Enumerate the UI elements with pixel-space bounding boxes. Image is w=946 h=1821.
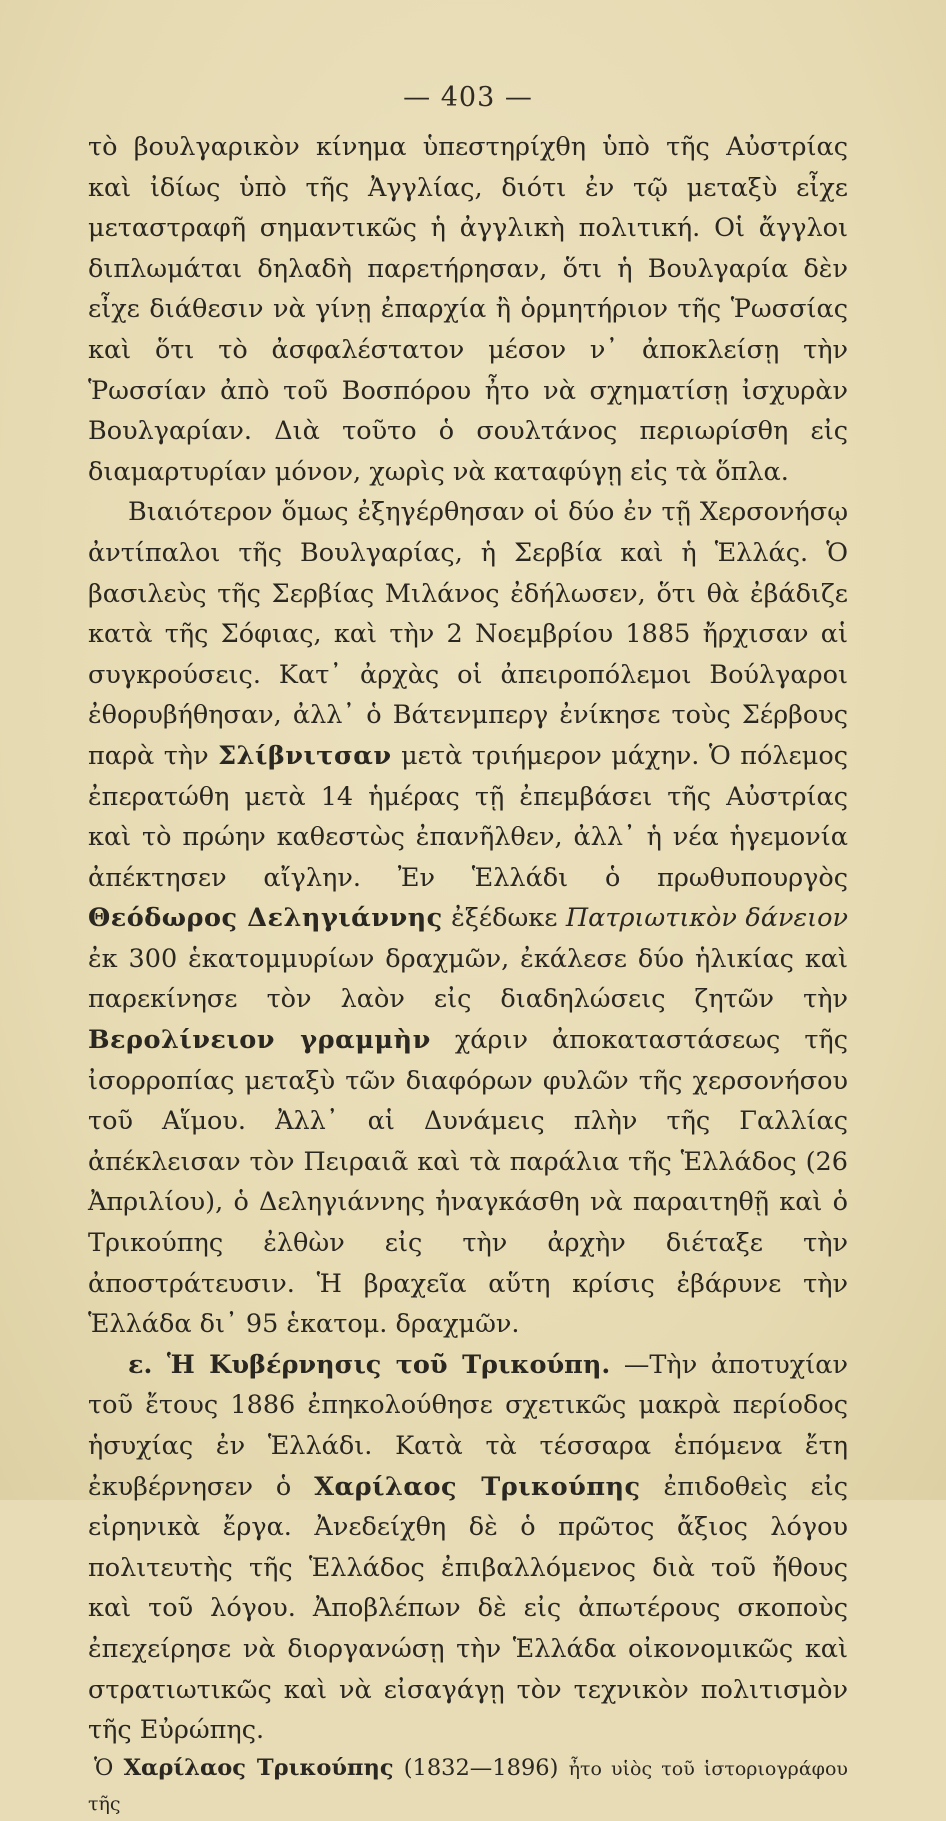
person-name-trikoupis: Χαρίλαος Τρικούπης <box>123 1754 394 1781</box>
text-run: χάριν ἀποκαταστάσεως τῆς ἰσορροπίας μεταξὺ τῶν διαφόρων φυλῶν τῆς χερσονήσου τοῦ Αἵμου. Ἀλλ᾿ αἱ Δυνάμεις πλὴν τῆς Γαλλίας ἀπέκλεισαν τὸν Πειραιᾶ καὶ τὰ παράλια τῆς Ἑλλάδος (26 Ἀπριλίου), ὁ Δεληγιάννης ἠναγκάσθη νὰ παραιτηθῇ καὶ ὁ Τρικούπης ἐλθὼν εἰς τὴν ἀρχὴν διέταξε τὴν ἀποστράτευσιν. Ἡ βραχεῖα αὕτη κρίσις ἐβάρυνε τὴν Ἑλλάδα δι᾿ 95 ἑκατομ. δραχμῶν. <box>88 1025 848 1340</box>
text-run: Ὁ <box>94 1754 124 1781</box>
text-run: —Τὴν ἀποτυχίαν τοῦ ἔτους 1886 ἐπηκολούθησε σχετικῶς μακρὰ περίοδος ἡσυχίας ἐν Ἑλλάδι. Κατὰ τὰ τέσσαρα ἑπόμενα ἔτη ἐκυβέρνησεν ὁ <box>88 1349 848 1502</box>
paragraph-serbo-bulgarian-war <box>88 492 848 1344</box>
text-run: (1832—1896) <box>393 1754 569 1781</box>
text-run: ἐπιδοθεὶς εἰς εἰρηνικὰ ἔργα. Ἀνεδείχθη δὲ ὁ πρῶτος ἄξιος λόγου πολιτευτὴς τῆς Ἑλλάδος ἐπιβαλλόμενος διὰ τοῦ ἤθους καὶ τοῦ λόγου. Ἀποβλέπων δὲ εἰς ἀπωτέρους σκοποὺς ἐπεχείρησε νὰ διοργανώσῃ τὴν Ἑλλάδα οἰκονομικῶς καὶ στρατιωτικῶς καὶ νὰ εἰσαγάγῃ τὸν τεχνικὸν πολιτισμὸν τῆς Εὐρώπης. <box>88 1471 848 1746</box>
term-patriotic-loan: Πατριωτικὸν δάνειον <box>565 903 848 934</box>
text-run: ἐξέδωκε <box>442 903 566 934</box>
footnote <box>88 1751 848 1821</box>
page-number: — 403 — <box>403 82 533 113</box>
section-heading: ε. Ἡ Κυβέρνησις τοῦ Τρικούπη. <box>128 1349 611 1380</box>
person-name-deligiannis: Θεόδωρος Δεληγιάννης <box>88 903 443 934</box>
text-run: Βιαιότερον ὅμως ἐξηγέρθησαν οἱ δύο ἐν τῇ Χερσονήσῳ ἀντίπαλοι τῆς Βουλγαρίας, ἡ Σερβία καὶ ἡ Ἑλλάς. Ὁ βασιλεὺς τῆς Σερβίας Μιλάνος ἐδήλωσεν, ὅτι θὰ ἐβάδιζε κατὰ τῆς Σόφιας, καὶ τὴν 2 Νοεμβρίου 1885 ἤρχισαν αἱ συγκρούσεις. Κατ᾿ ἀρχὰς οἱ ἀπειροπόλεμοι Βούλγαροι ἐθορυβήθησαν, ἀλλ᾿ ὁ Βάτενμπεργ ἐνίκησε τοὺς Σέρβους παρὰ τὴν <box>88 497 848 771</box>
term-berlin-line: Βερολίνειον γραμμὴν <box>88 1025 431 1056</box>
text-run: μετὰ τριήμερον μάχην. Ὁ πόλεμος ἐπερατώθη μετὰ 14 ἡμέρας τῇ ἐπεμβάσει τῆς Αὐστρίας καὶ τὸ πρώην καθεστὼς ἐπανῆλθεν, ἀλλ᾿ ἡ νέα ἡγεμονία ἀπέκτησεν αἴγλην. Ἐν Ἑλλάδι ὁ πρωθυπουργὸς <box>88 740 848 893</box>
paragraph-trikoupis-government <box>88 1345 848 1751</box>
text-run: ἐκ 300 ἑκατομμυρίων δραχμῶν, ἐκάλεσε δύο ἡλικίας καὶ παρεκίνησε τὸν λαὸν εἰς διαδηλώσεις ζητῶν τὴν <box>88 943 848 1015</box>
paragraph-bulgarian-movement: τὸ βουλγαρικὸν κίνημα ὑπεστηρίχθη ὑπὸ τῆς Αὐστρίας καὶ ἰδίως ὑπὸ τῆς Ἀγγλίας, διότι ἐν τῷ μεταξὺ εἶχε μεταστραφῆ σημαντικῶς ἡ ἀγγλικὴ πολιτική. Οἱ ἄγγλοι διπλωμάται δηλαδὴ παρετήρησαν, ὅτι ἡ Βουλγαρία δὲν εἶχε διάθεσιν νὰ γίνῃ ἐπαρχία ἢ ὁρμητήριον τῆς Ῥωσσίας καὶ ὅτι τὸ ἀσφαλέστατον μέσον ν᾿ ἀποκλείσῃ τὴν Ῥωσσίαν ἀπὸ τοῦ Βοσπόρου ἦτο νὰ σχηματίσῃ ἰσχυρὰν Βουλγαρίαν. Διὰ τοῦτο ὁ σουλτάνος περιωρίσθη εἰς διαμαρτυρίαν μόνον, χωρὶς νὰ καταφύγῃ εἰς τὰ ὅπλα. <box>88 132 848 487</box>
person-name-trikoupis: Χαρίλαος Τρικούπης <box>314 1471 641 1502</box>
place-name-slivnitsa: Σλίβνιτσαν <box>218 740 392 771</box>
text-run: ἦτο υἱὸς τοῦ ἱστοριογράφου τῆς <box>88 1757 848 1815</box>
